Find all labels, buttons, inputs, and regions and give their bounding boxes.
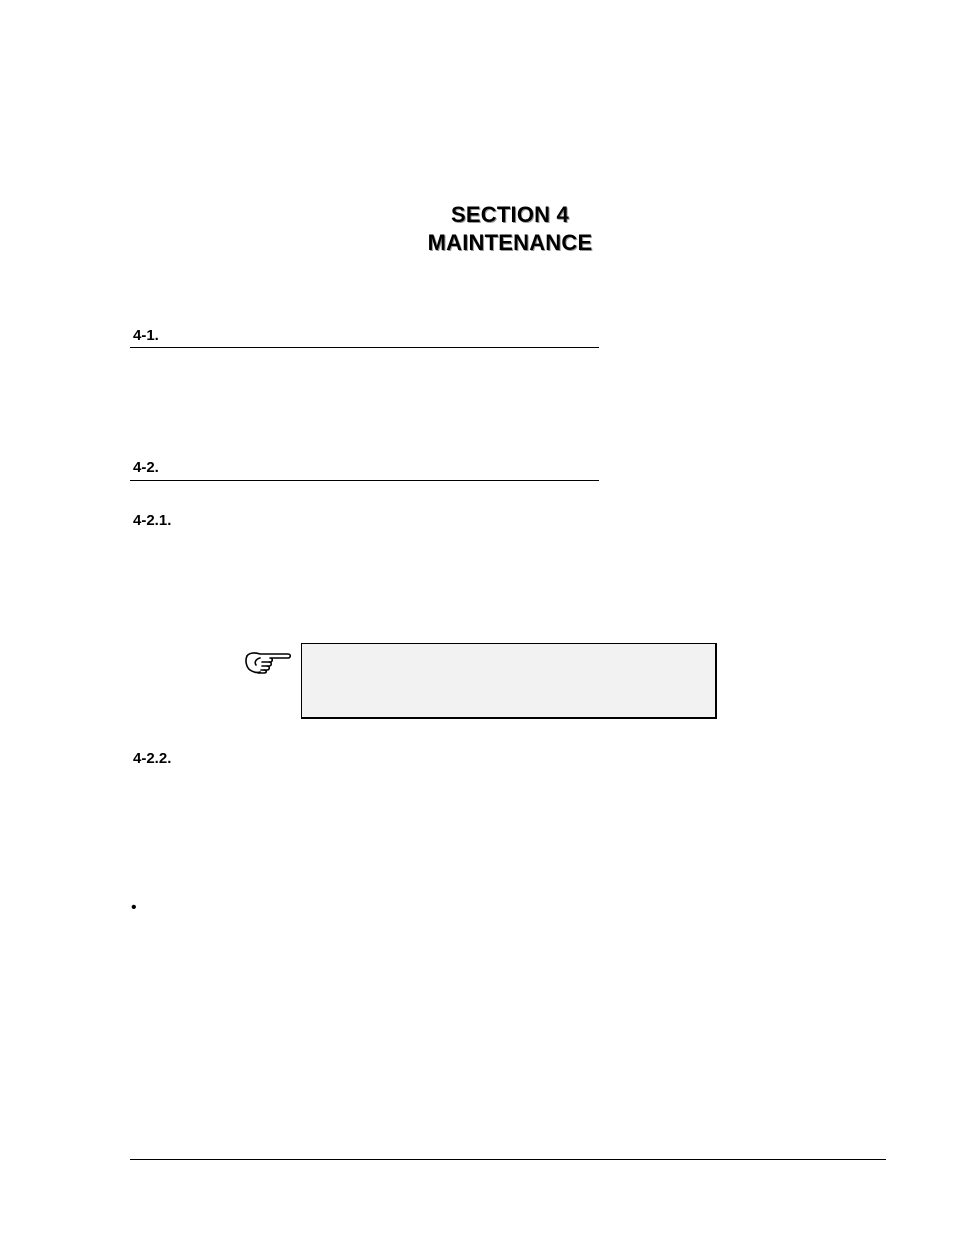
heading-4-1: 4-1. — [133, 327, 159, 344]
subheading-4-2-1: 4-2.1. — [133, 512, 172, 529]
section-title: MAINTENANCE — [427, 230, 593, 255]
heading-rule — [130, 347, 599, 348]
note-box — [301, 643, 717, 719]
pointing-hand-icon — [244, 650, 294, 676]
heading-rule — [130, 480, 599, 481]
heading-4-2: 4-2. — [133, 459, 159, 476]
section-label: SECTION 4 — [451, 202, 569, 227]
list-bullet: • — [131, 899, 137, 916]
subheading-4-2-2: 4-2.2. — [133, 750, 172, 767]
footer-rule — [130, 1159, 886, 1160]
